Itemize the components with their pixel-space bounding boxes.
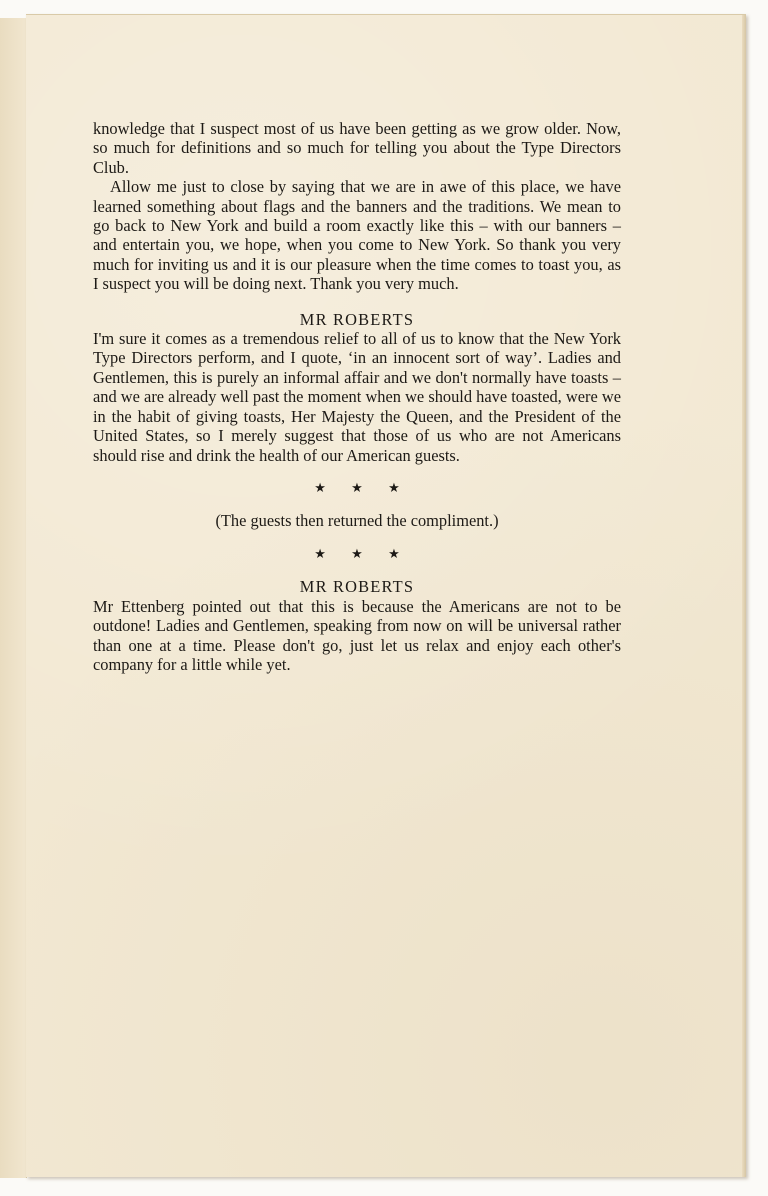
paragraph-roberts-closing: Mr Ettenberg pointed out that this is because the Americans are not to be outdone! Ladies and Gentlemen, speaking from now on will be universal rather than one at a time. Please don't go, just let us relax and enjoy each other's company for a little while yet. (93, 596, 621, 674)
section-divider-stars: ★ ★ ★ (314, 479, 400, 495)
page-right-edge (742, 15, 746, 1177)
stage-note: (The guests then returned the compliment.) (215, 510, 499, 530)
section-divider-stars: ★ ★ ★ (314, 546, 400, 562)
speaker-heading: MR ROBERTS (299, 577, 415, 597)
paragraph-continuation: knowledge that I suspect most of us have been getting as we grow older. Now, so much for definitions and so much for telling you about the Type Directors Club. (93, 119, 621, 177)
paragraph-roberts-toast: I'm sure it comes as a tremendous relief to all of us to know that the New York Type Directors perform, and I quote, ‘in an innocent sort of way’. Ladies and Gentlemen, this is purely an informal affair and we don't normally have toasts – and we are already well past the moment when we should have toasted, were we in the habit of giving toasts, Her Majesty the Queen, and the President of the United States, so I merely suggest that those of us who are not Americans should rise and drink the health of our American guests. (93, 329, 621, 465)
paragraph-closing-remarks: Allow me just to close by saying that we are in awe of this place, we have learned something about flags and the banners and the traditions. We mean to go back to New York and build a room exactly like this – with our banners – and entertain you, we hope, when you come to New York. So thank you very much for inviting us and it is our pleasure when the time comes to toast you, as I suspect you will be doing next. Thank you very much. (93, 177, 621, 294)
page-text (93, 119, 621, 674)
facing-page-edge (0, 18, 27, 1178)
speaker-heading: MR ROBERTS (299, 309, 415, 329)
